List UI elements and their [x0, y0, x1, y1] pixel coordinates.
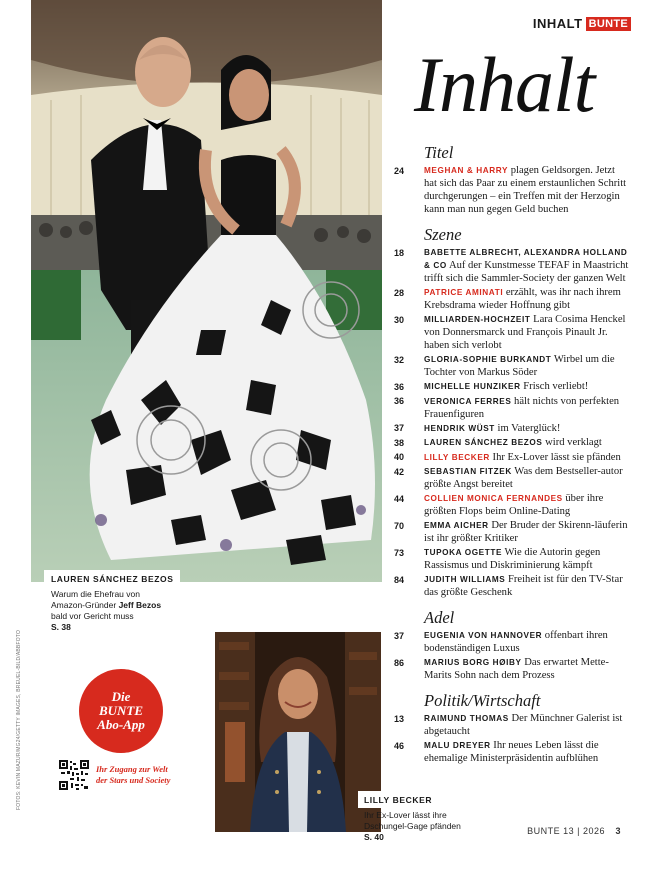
entry-name: HENDRIK WÜST: [424, 423, 495, 433]
entry-page-number: 44: [394, 493, 405, 504]
lilly-becker-illustration: [215, 632, 381, 832]
entry-text: Auf der Kunstmesse TEFAF in Maastricht trifft sich die Sammler-Society der ganzen Welt: [424, 260, 629, 284]
entry-text: Das erwartet Mette-Marits Sohn nach dem Prozess: [424, 657, 609, 681]
entry-description: [424, 353, 630, 379]
section-title: Titel: [424, 143, 454, 162]
entry-description: [424, 546, 630, 572]
entry-page-number: 36: [394, 396, 405, 406]
entry-name: MILLIARDEN-HOCHZEIT: [424, 315, 531, 324]
toc-entry[interactable]: [394, 629, 630, 655]
caption-page-ref: S. 38: [51, 622, 71, 632]
entry-page-number: 46: [394, 740, 405, 751]
caption-text: Warum die Ehefrau von Amazon-Gründer Jeff Bezos bald vor Gericht muss S. 38: [44, 587, 184, 633]
qr-code-icon[interactable]: [59, 760, 89, 790]
section-title: Szene: [424, 225, 462, 244]
entry-text: erzählt, was ihr nach ihrem Krebsdrama wieder Hoffnung gibt: [424, 287, 621, 311]
entry-name: EUGENIA VON HANNOVER: [424, 631, 543, 640]
toc-entry[interactable]: [394, 656, 630, 682]
entry-name: TUPOKA OGETTE: [424, 548, 503, 557]
entry-description: [424, 656, 630, 682]
caption-page-ref: S. 40: [364, 832, 384, 842]
entry-page-number: 18: [394, 247, 405, 258]
entry-description: [424, 422, 560, 436]
abo-app-subtitle: Ihr Zugang zur Welt der Stars und Society: [96, 764, 171, 785]
entry-name: JUDITH WILLIAMS: [424, 575, 506, 584]
photo-credit: FOTOS: KEVIN MAZUR/MG24/GETTY IMAGES, BREUEL-BILD/ABBFOTO: [16, 629, 22, 810]
entry-name: COLLIEN MONICA FERNANDES: [424, 494, 563, 503]
section-title: Politik/Wirtschaft: [424, 691, 541, 710]
entry-name: MARIUS BORG HØIBY: [424, 658, 522, 667]
entry-page-number: 37: [394, 630, 405, 641]
entry-description: [424, 246, 630, 285]
toc-entry[interactable]: [394, 436, 630, 450]
toc-entry[interactable]: [394, 313, 630, 352]
entry-name: RAIMUND THOMAS: [424, 714, 509, 723]
toc-entry[interactable]: [394, 395, 630, 421]
entry-page-number: 30: [394, 314, 405, 325]
toc-entry[interactable]: [394, 164, 630, 216]
entry-description: [424, 380, 588, 394]
toc-section: [394, 144, 630, 216]
entry-description: [424, 465, 630, 491]
table-of-contents: [394, 144, 630, 775]
entry-description: [424, 164, 630, 216]
entry-page-number: 70: [394, 520, 405, 531]
entry-page-number: 24: [394, 165, 405, 176]
entry-text: hält nichts von perfekten Frauenfiguren: [424, 395, 620, 420]
main-photo-caption: [44, 569, 184, 633]
entry-description: [424, 629, 630, 655]
entry-text: Ihr Ex-Lover lässt sie pfänden: [489, 451, 621, 463]
toc-entry[interactable]: [394, 712, 630, 738]
entry-page-number: 32: [394, 354, 405, 365]
entry-text: offenbart ihren bodenständigen Luxus: [424, 630, 608, 654]
entry-name: MEGHAN & HARRY: [424, 166, 509, 175]
entry-text: über ihre größten Flops beim Online-Dating: [424, 493, 604, 517]
entry-text: Lara Cosima Henckel von Donnersmarck und François Pinault Jr. haben sich verlobt: [424, 314, 626, 351]
toc-entry[interactable]: [394, 573, 630, 599]
toc-entry[interactable]: [394, 246, 630, 285]
entry-description: [424, 519, 630, 545]
entry-text: Ihr neues Leben lässt die ehemalige Ministerpräsidentin aufblühen: [424, 740, 599, 764]
toc-entry[interactable]: [394, 451, 630, 465]
entry-name: SEBASTIAN FITZEK: [424, 467, 512, 476]
entry-name: GLORIA-SOPHIE BURKANDT: [424, 355, 552, 364]
entry-page-number: 84: [394, 574, 405, 585]
entry-text: Der Bruder der Skirenn-läuferin ist ihr größter Kritiker: [424, 520, 628, 544]
caption-name: LAUREN SÁNCHEZ BEZOS: [44, 570, 180, 587]
entry-text: Wie die Autorin gegen Rassismus und Diskriminierung kämpft: [424, 547, 601, 571]
caption-name: LILLY BECKER: [358, 791, 438, 808]
entry-description: [424, 492, 630, 518]
toc-section: [394, 609, 630, 682]
toc-entry[interactable]: [394, 286, 630, 312]
entry-text: plagen Geldsorgen. Jetzt hat sich das Paar zu einem erstaunlichen Schritt durchgerungen – ein Treffen mit der Herzogin kann man nun gegen Geld buchen: [424, 165, 627, 215]
entry-page-number: 13: [394, 713, 405, 724]
entry-page-number: 40: [394, 452, 405, 462]
page-number: 3: [615, 826, 621, 836]
brand-logo: BUNTE: [586, 17, 631, 31]
entry-page-number: 42: [394, 466, 405, 477]
toc-entry[interactable]: [394, 739, 630, 765]
toc-entry[interactable]: [394, 353, 630, 379]
page-footer: [527, 826, 621, 836]
entry-page-number: 38: [394, 437, 405, 448]
small-photo-caption: [358, 790, 498, 843]
entry-text: wird verklagt: [542, 437, 602, 448]
entry-name: MALU DREYER: [424, 741, 491, 750]
entry-description: [424, 313, 630, 352]
toc-entry[interactable]: [394, 546, 630, 572]
entry-page-number: 28: [394, 287, 405, 298]
entry-text: Der Münchner Galerist ist abgetaucht: [424, 713, 623, 737]
entry-text: Was dem Bestseller-autor größte Angst bereitet: [424, 466, 623, 490]
entry-text: im Vaterglück!: [494, 422, 561, 434]
entry-name: EMMA AICHER: [424, 521, 489, 530]
entry-name: BABETTE ALBRECHT, ALEXANDRA HOLLAND & CO: [424, 248, 628, 270]
entry-name: LAUREN SÁNCHEZ BEZOS: [424, 438, 543, 447]
page-title: Inhalt: [414, 41, 595, 128]
caption-text: Ihr Ex-Lover lässt ihre Dschungel-Gage pfänden S. 40: [358, 808, 498, 843]
toc-section: [394, 692, 630, 765]
toc-entry[interactable]: [394, 519, 630, 545]
main-photo: [31, 0, 382, 582]
entry-page-number: 86: [394, 657, 405, 668]
entry-page-number: 36: [394, 381, 405, 392]
page-header: [533, 16, 631, 31]
entry-name: VERONICA FERRES: [424, 396, 512, 406]
toc-section: [394, 226, 630, 599]
entry-page-number: 37: [394, 423, 405, 433]
entry-description: [424, 436, 602, 450]
issue-label: BUNTE 13 | 2026: [527, 826, 605, 836]
toc-entry[interactable]: [394, 422, 630, 436]
abo-app-badge[interactable]: Die BUNTE Abo-App: [79, 669, 163, 753]
entry-text: Wirbel um die Tochter von Markus Söder: [424, 354, 615, 378]
lilly-becker-photo: [215, 632, 381, 832]
entry-name: PATRICE AMINATI: [424, 288, 504, 297]
entry-description: [424, 451, 621, 465]
entry-name: MICHELLE HUNZIKER: [424, 382, 521, 391]
entry-page-number: 73: [394, 547, 405, 558]
main-photo-illustration: [31, 0, 382, 582]
entry-description: [424, 573, 630, 599]
toc-entry[interactable]: [394, 492, 630, 518]
toc-entry[interactable]: [394, 465, 630, 491]
entry-text: Frisch verliebt!: [520, 381, 589, 392]
entry-text: Freiheit ist für den TV-Star das größte Geschenk: [424, 574, 623, 598]
section-title: Adel: [424, 608, 455, 627]
entry-description: [424, 739, 630, 765]
entry-description: [424, 286, 630, 312]
section-label: INHALT: [532, 16, 583, 31]
entry-description: [424, 395, 630, 421]
toc-entry[interactable]: [394, 380, 630, 394]
entry-name: LILLY BECKER: [424, 452, 490, 462]
entry-description: [424, 712, 630, 738]
